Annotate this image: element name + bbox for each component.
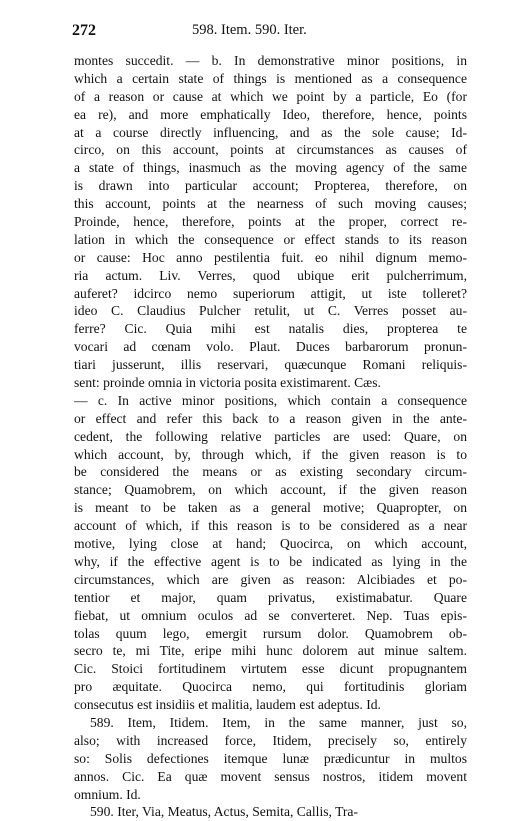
text-line: this account, points at the nearness of such moving causes; bbox=[74, 196, 467, 212]
text-line: auferet? idcirco nemo superiorum attigit, ut iste tolleret? bbox=[74, 285, 467, 301]
text-line: or cause: Hoc anno pestilentia fuit. eo nihil dignum memo- bbox=[74, 249, 467, 265]
text-line: Proinde, hence, therefore, points at the proper, correct re- bbox=[74, 214, 467, 230]
text-line: circo, on this account, points at circumstances as causes of bbox=[74, 142, 467, 158]
text-line: of a reason or cause at which we point by a particle, Eo (for bbox=[74, 88, 467, 104]
text-line: montes succedit. — b. In demonstrative minor positions, in bbox=[74, 53, 467, 68]
text-line: annos. Cic. Ea quæ movent sensus nostros, itidem movent bbox=[74, 768, 467, 784]
text-line: cedent, the following relative particles are used: Quare, on bbox=[74, 428, 467, 444]
text-line: ferre? Cic. Quia mihi est natalis dies, propterea te bbox=[74, 321, 467, 337]
running-header bbox=[72, 22, 465, 42]
text-line: which account, by, through which, if the given reason is to bbox=[74, 446, 467, 462]
text-line: vocari ad cœnam volo. Plaut. Duces barbarorum pronun- bbox=[74, 339, 467, 355]
text-line: ideo C. Claudius Pulcher retulit, ut C. Verres posset au- bbox=[74, 303, 467, 319]
text-line: ea re), and more emphatically Ideo, therefore, hence, points bbox=[74, 106, 467, 122]
text-line: pro æquitate. Quocirca nemo, qui fortitudinis gloriam bbox=[74, 679, 467, 695]
text-line: which a certain state of things is mentioned as a consequence bbox=[74, 70, 467, 86]
text-line: circumstances, which are given as reason: Alcibiades et po- bbox=[74, 571, 467, 587]
text-line: at a course directly influencing, and as the sole cause; Id- bbox=[74, 124, 467, 140]
text-line: be considered the means or as existing secondary circum- bbox=[74, 464, 467, 480]
text-line: so: Solis defectiones itemque lunæ prædicuntur in multos bbox=[74, 750, 467, 766]
text-line: ria actum. Liv. Verres, quod ubique erit pulcherrimum, bbox=[74, 267, 467, 283]
text-line: lation in which the consequence or effect stands to its reason bbox=[74, 231, 467, 247]
text-line: also; with increased force, Itidem, precisely so, entirely bbox=[74, 732, 467, 748]
text-line: — c. In active minor positions, which contain a consequence bbox=[74, 392, 467, 408]
page-number: 272 bbox=[72, 22, 96, 39]
running-title: 598. Item. 590. Iter. bbox=[192, 22, 307, 38]
text-line: Cic. Stoici fortitudinem virtutem esse dicunt propugnantem bbox=[74, 661, 467, 677]
text-line: tiari jusserunt, illis reservari, quæcunque Romani reliquis- bbox=[74, 357, 467, 373]
text-line: stance; Quamobrem, on which account, if the given reason bbox=[74, 482, 467, 498]
text-line: omnium. Id. bbox=[74, 786, 141, 802]
text-line: 590. Iter, Via, Meatus, Actus, Semita, Callis, Tra- bbox=[90, 804, 358, 820]
text-line: 589. Item, Itidem. Item, in the same manner, just so, bbox=[90, 714, 467, 730]
text-line: secro te, mi Tite, eripe mihi hunc dolorem aut minue saltem. bbox=[74, 643, 467, 659]
text-line: is meant to be taken as a general motive; Quapropter, on bbox=[74, 500, 467, 516]
text-line: tolas quum lego, emergit rursum dolor. Quamobrem ob- bbox=[74, 625, 467, 641]
text-line: consecutus est insidiis et malitia, laudem est adeptus. Id. bbox=[74, 697, 381, 713]
text-line: tentior et major, quam privatus, existimabatur. Quare bbox=[74, 589, 467, 605]
text-body bbox=[74, 52, 467, 821]
text-line: sent: proinde omnia in victoria posita existimarent. Cæs. bbox=[74, 375, 381, 391]
text-line: fiebat, ut omnium oculos ad se converteret. Nep. Tuas epis- bbox=[74, 607, 467, 623]
text-line: motive, lying close at hand; Quocirca, on which account, bbox=[74, 536, 467, 552]
text-line: account of which, if this reason is to be considered as a near bbox=[74, 518, 467, 534]
text-line: is drawn into particular account; Propterea, therefore, on bbox=[74, 178, 467, 194]
text-line: or effect and refer this back to a reason given in the ante- bbox=[74, 410, 467, 426]
text-line: why, if the effective agent is to be indicated as lying in the bbox=[74, 553, 467, 569]
text-line: a state of things, inasmuch as the moving agency of the same bbox=[74, 160, 467, 176]
